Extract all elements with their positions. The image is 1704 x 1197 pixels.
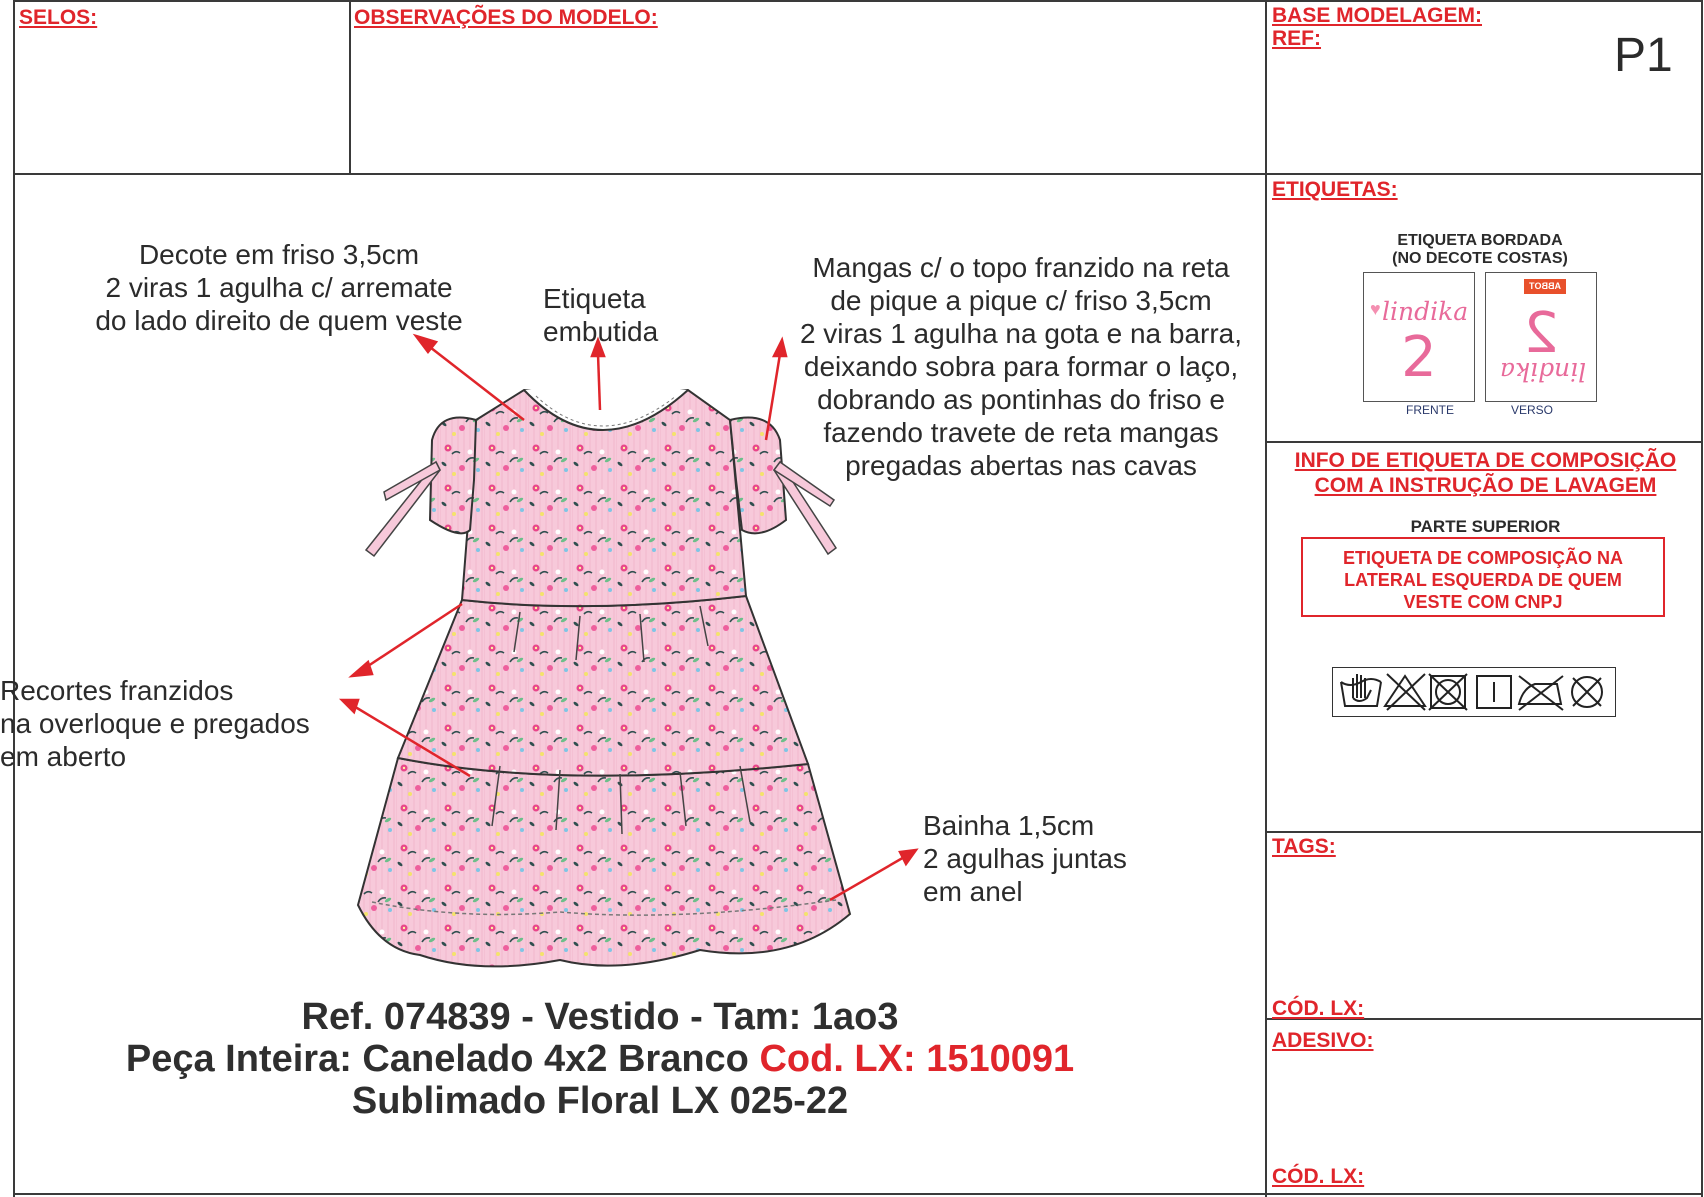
info-title-line2: COM A INSTRUÇÃO DE LAVAGEM <box>1314 474 1657 497</box>
decote-line2: 2 viras 1 agulha c/ arremate <box>105 272 453 303</box>
recortes-line2: na overloque e pregados <box>0 708 310 739</box>
label-back <box>1485 272 1597 402</box>
caption-fabric: Peça Inteira: Canelado 4x2 Branco <box>125 1038 760 1080</box>
hand-wash-icon <box>1341 674 1381 706</box>
decote-line1: Decote em friso 3,5cm <box>138 239 420 270</box>
mangas-line1: Mangas c/ o topo franzido na reta <box>812 252 1230 283</box>
mangas-line2: de pique a pique c/ friso 3,5cm <box>830 285 1212 316</box>
etiqueta-note <box>543 282 658 348</box>
info-bottom-divider <box>1265 831 1703 833</box>
ref-label: REF: <box>1272 27 1321 50</box>
info-title-line1: INFO DE ETIQUETA DE COMPOSIÇÃO <box>1294 449 1677 472</box>
recortes-line3: em aberto <box>0 741 127 772</box>
selos-label: SELOS: <box>19 6 98 29</box>
line-dry-icon <box>1477 676 1511 708</box>
etiqueta-line1: Etiqueta <box>543 283 646 314</box>
mangas-line6: fazendo travete de reta mangas <box>823 417 1219 448</box>
left-sleeve-bow <box>366 462 440 556</box>
cod-lx-label-tags: CÓD. LX: <box>1272 997 1365 1020</box>
frente-caption: FRENTE <box>1406 403 1454 417</box>
etiqueta-bordada-line2: (NO DECOTE COSTAS) <box>1392 250 1568 267</box>
cod-lx-label-adesivo: CÓD. LX: <box>1272 1165 1365 1188</box>
bainha-note <box>923 809 1127 908</box>
mangas-line4: deixando sobra para formar o laço, <box>803 351 1239 382</box>
composicao-line3: VESTE COM CNPJ <box>1403 592 1563 612</box>
label-front-brand: lindika <box>1382 297 1469 326</box>
bainha-line1: Bainha 1,5cm <box>923 810 1095 841</box>
etiqueta-bordada-line1: ETIQUETA BORDADA <box>1397 232 1563 249</box>
tags-label: TAGS: <box>1272 835 1336 858</box>
etiqueta-bordada-title <box>1330 232 1630 268</box>
composicao-box <box>1301 537 1665 617</box>
label-back-size: 2 <box>1523 301 1559 366</box>
caption-line3: Sublimado Floral LX 025-22 <box>351 1080 849 1122</box>
etiquetas-bottom-divider <box>1265 441 1703 443</box>
caption-line1: Ref. 074839 - Vestido - Tam: 1ao3 <box>301 996 899 1038</box>
caption-cod-lx: Cod. LX: 1510091 <box>759 1038 1075 1080</box>
care-symbols-strip <box>1332 667 1616 717</box>
dress-left-sleeve <box>430 418 476 534</box>
composicao-line2: LATERAL ESQUERDA DE QUEM <box>1344 570 1622 590</box>
dress-middle-tier <box>398 596 808 776</box>
etiquetas-label: ETIQUETAS: <box>1272 178 1398 201</box>
composicao-line1: ETIQUETA DE COMPOSIÇÃO NA <box>1342 548 1623 568</box>
label-front <box>1363 272 1475 402</box>
parte-superior: PARTE SUPERIOR <box>1410 517 1561 536</box>
caption-line2 <box>60 1038 1140 1081</box>
recortes-line1: Recortes franzidos <box>0 675 234 706</box>
size-label: P1 <box>1614 29 1673 82</box>
decote-note <box>84 238 474 337</box>
no-dry-clean-icon <box>1572 677 1602 707</box>
mangas-line7: pregadas abertas nas cavas <box>845 450 1197 481</box>
heart-icon: ♥ <box>1370 299 1381 319</box>
decote-line3: do lado direito de quem veste <box>95 305 463 336</box>
no-iron-icon <box>1519 676 1563 710</box>
no-tumble-dry-icon <box>1429 674 1467 710</box>
observacoes-label: OBSERVAÇÕES DO MODELO: <box>354 6 658 29</box>
label-back-brand: lindika <box>1500 357 1587 386</box>
mangas-line3: 2 viras 1 agulha na gota e na barra, <box>799 318 1243 349</box>
dress-bottom-tier <box>358 758 850 966</box>
mangas-line5: dobrando as pontinhas do friso e <box>817 384 1225 415</box>
bainha-line3: em anel <box>923 876 1023 907</box>
adesivo-label: ADESIVO: <box>1272 1029 1374 1052</box>
info-title <box>1268 448 1703 498</box>
recortes-note <box>0 674 310 773</box>
abbot-badge: ABBOT <box>1524 279 1566 294</box>
etiqueta-line2: embutida <box>543 316 659 347</box>
verso-caption: VERSO <box>1511 403 1554 417</box>
bainha-line2: 2 agulhas juntas <box>923 843 1127 874</box>
no-bleach-icon <box>1385 674 1425 710</box>
label-front-size: 2 <box>1401 325 1437 390</box>
base-modelagem-label: BASE MODELAGEM: <box>1272 4 1482 27</box>
mangas-note <box>786 251 1256 482</box>
